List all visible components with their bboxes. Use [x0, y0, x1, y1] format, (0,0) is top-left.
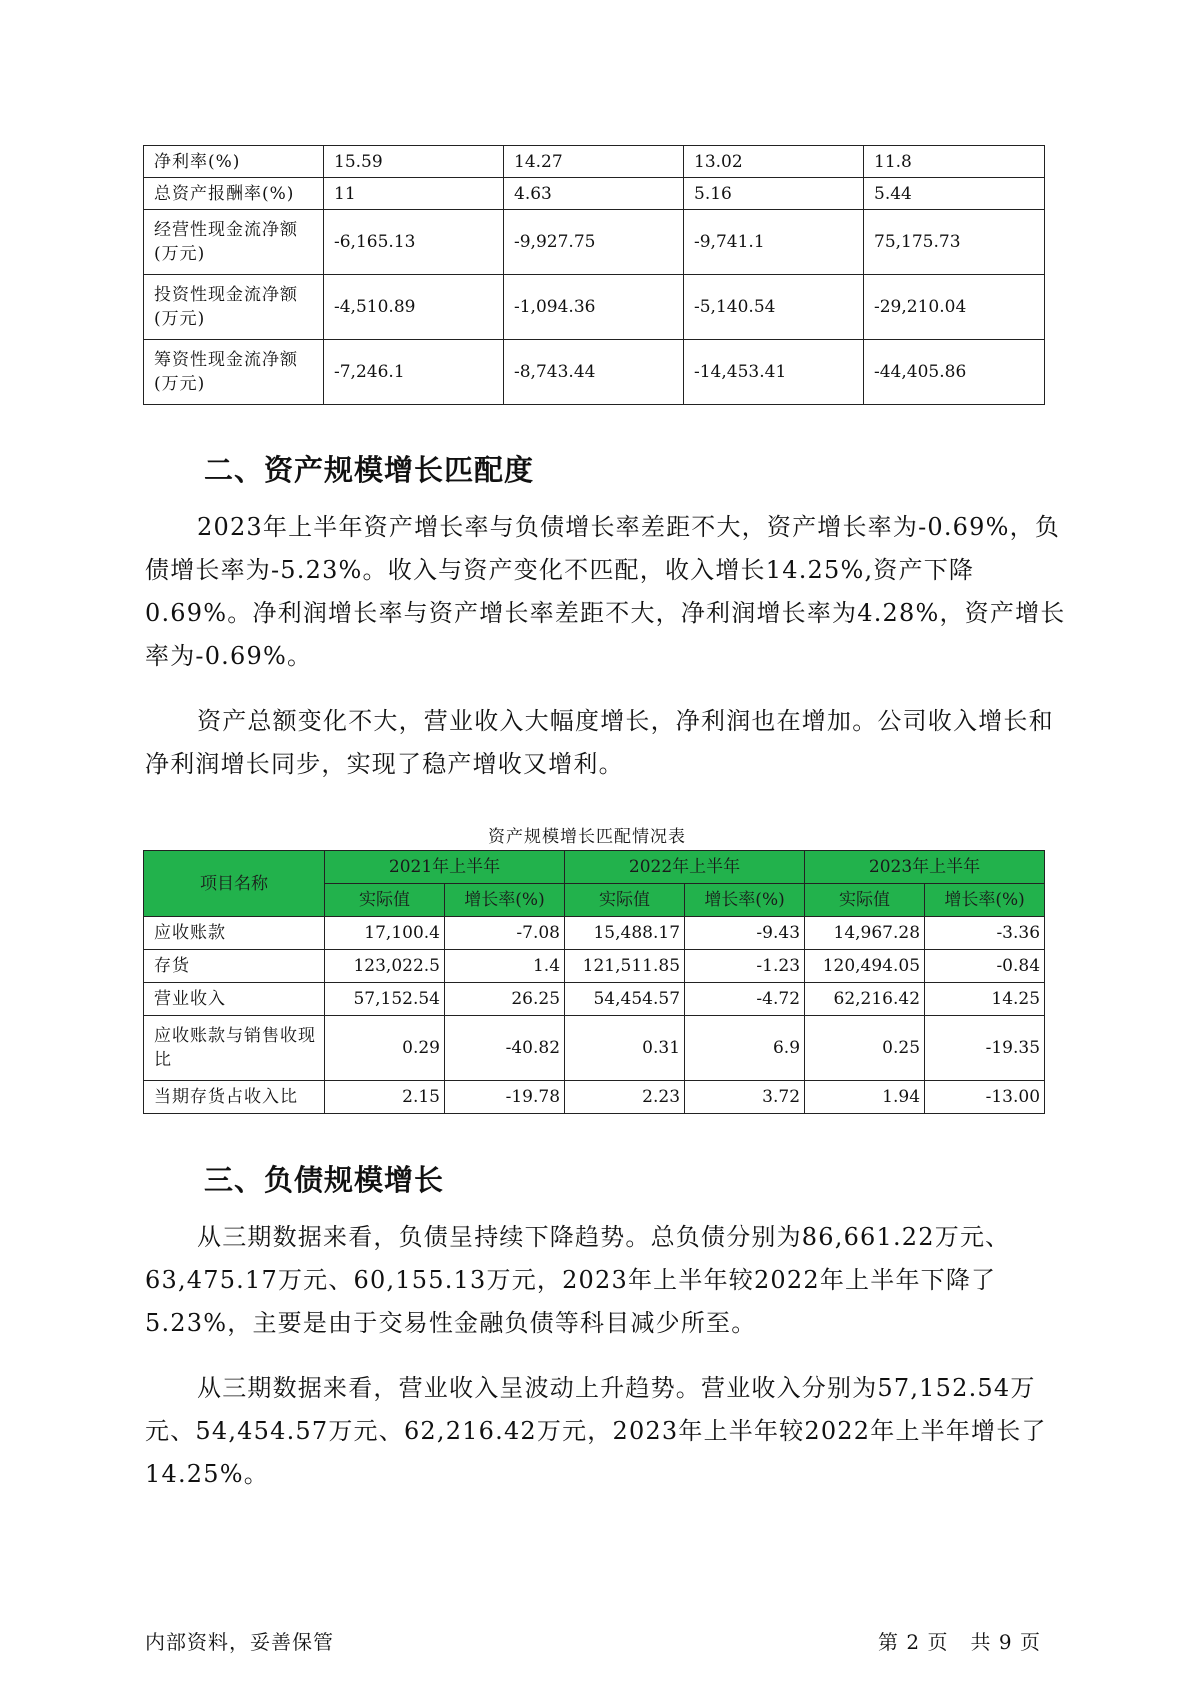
table-row	[144, 210, 1045, 275]
table-cell: 120,494.05	[805, 950, 925, 983]
table-cell: -19.35	[925, 1016, 1045, 1081]
paragraph: 从三期数据来看，营业收入呈波动上升趋势。营业收入分别为57,152.54万元、54,454.57万元、62,216.42万元，2023年上半年较2022年上半年增长了14.25%。	[145, 1374, 1047, 1488]
table-cell: 1.4	[445, 950, 565, 983]
table-row	[144, 146, 1045, 178]
table-cell: 4.63	[504, 178, 684, 210]
page-number: 第 2 页 共 9 页	[878, 1630, 1041, 1654]
footer-confidential-note: 内部资料，妥善保管	[145, 1630, 334, 1654]
actual-value-header: 实际值	[805, 884, 925, 917]
section-heading: 三、负债规模增长	[204, 1163, 445, 1197]
asset-growth-match-table	[143, 850, 1045, 1114]
table-cell: 3.72	[685, 1081, 805, 1114]
growth-rate-header: 增长率(%)	[445, 884, 565, 917]
table-row	[144, 917, 1045, 950]
table-row	[144, 1016, 1045, 1081]
table-cell: -9,741.1	[684, 210, 864, 275]
table-cell: 14.27	[504, 146, 684, 178]
row-label: 存货	[144, 950, 325, 983]
period-header: 2022年上半年	[565, 851, 805, 884]
table-row	[144, 983, 1045, 1016]
table-cell: -8,743.44	[504, 340, 684, 405]
table-cell: -4.72	[685, 983, 805, 1016]
table-cell: -7,246.1	[324, 340, 504, 405]
header-row	[144, 851, 1045, 884]
row-label: 应收账款	[144, 917, 325, 950]
growth-rate-header: 增长率(%)	[925, 884, 1045, 917]
table-cell: 0.25	[805, 1016, 925, 1081]
paragraph: 2023年上半年资产增长率与负债增长率差距不大，资产增长率为-0.69%，负债增长率为-5.23%。收入与资产变化不匹配，收入增长14.25%,资产下降0.69%。净利润增长率与资产增长率差距不大，净利润增长率为4.28%，资产增长率为-0.69%。	[145, 513, 1066, 670]
table-cell: -9.43	[685, 917, 805, 950]
table-cell: 14.25	[925, 983, 1045, 1016]
table-cell: -13.00	[925, 1081, 1045, 1114]
row-label: 经营性现金流净额(万元)	[144, 210, 324, 275]
table-cell: 1.94	[805, 1081, 925, 1114]
table-cell: 2.15	[325, 1081, 445, 1114]
table-row	[144, 275, 1045, 340]
table-cell: 54,454.57	[565, 983, 685, 1016]
table-cell: -7.08	[445, 917, 565, 950]
section-heading: 二、资产规模增长匹配度	[204, 453, 535, 487]
table-cell: -44,405.86	[864, 340, 1045, 405]
table-cell: -1,094.36	[504, 275, 684, 340]
table-cell: 14,967.28	[805, 917, 925, 950]
row-label: 总资产报酬率(%)	[144, 178, 324, 210]
paragraph: 资产总额变化不大，营业收入大幅度增长，净利润也在增加。公司收入增长和净利润增长同步，实现了稳产增收又增利。	[145, 707, 1054, 778]
table-cell: 26.25	[445, 983, 565, 1016]
actual-value-header: 实际值	[565, 884, 685, 917]
table-cell: 6.9	[685, 1016, 805, 1081]
table-cell: 62,216.42	[805, 983, 925, 1016]
table-caption: 资产规模增长匹配情况表	[488, 827, 686, 847]
table-cell: -5,140.54	[684, 275, 864, 340]
table-cell: 5.44	[864, 178, 1045, 210]
table-cell: -40.82	[445, 1016, 565, 1081]
table-cell: 57,152.54	[325, 983, 445, 1016]
table-cell: -4,510.89	[324, 275, 504, 340]
row-label: 应收账款与销售收现比	[144, 1016, 325, 1081]
table-cell: -3.36	[925, 917, 1045, 950]
table-cell: 2.23	[565, 1081, 685, 1114]
table-cell: 11	[324, 178, 504, 210]
growth-rate-header: 增长率(%)	[685, 884, 805, 917]
table-row	[144, 1081, 1045, 1114]
table-cell: -29,210.04	[864, 275, 1045, 340]
period-header: 2021年上半年	[325, 851, 565, 884]
table-cell: -1.23	[685, 950, 805, 983]
period-header: 2023年上半年	[805, 851, 1045, 884]
table-cell: 121,511.85	[565, 950, 685, 983]
table-cell: 5.16	[684, 178, 864, 210]
table-cell: -19.78	[445, 1081, 565, 1114]
row-label: 当期存货占收入比	[144, 1081, 325, 1114]
row-label: 营业收入	[144, 983, 325, 1016]
table-cell: 75,175.73	[864, 210, 1045, 275]
row-label: 筹资性现金流净额(万元)	[144, 340, 324, 405]
table-cell: 13.02	[684, 146, 864, 178]
financial-indicators-table	[143, 145, 1045, 405]
table-cell: 123,022.5	[325, 950, 445, 983]
paragraph: 从三期数据来看，负债呈持续下降趋势。总负债分别为86,661.22万元、63,475.17万元、60,155.13万元，2023年上半年较2022年上半年下降了5.23%，主要是由于交易性金融负债等科目减少所至。	[145, 1223, 1011, 1337]
actual-value-header: 实际值	[325, 884, 445, 917]
table-row	[144, 178, 1045, 210]
table-cell: -6,165.13	[324, 210, 504, 275]
row-label: 净利率(%)	[144, 146, 324, 178]
table-cell: 0.29	[325, 1016, 445, 1081]
item-name-header: 项目名称	[144, 851, 325, 917]
table-cell: -9,927.75	[504, 210, 684, 275]
table-cell: 11.8	[864, 146, 1045, 178]
table-cell: -14,453.41	[684, 340, 864, 405]
table-cell: 15.59	[324, 146, 504, 178]
table-cell: 0.31	[565, 1016, 685, 1081]
table-row	[144, 950, 1045, 983]
table-cell: 15,488.17	[565, 917, 685, 950]
table-cell: 17,100.4	[325, 917, 445, 950]
table-row	[144, 340, 1045, 405]
table-cell: -0.84	[925, 950, 1045, 983]
row-label: 投资性现金流净额(万元)	[144, 275, 324, 340]
